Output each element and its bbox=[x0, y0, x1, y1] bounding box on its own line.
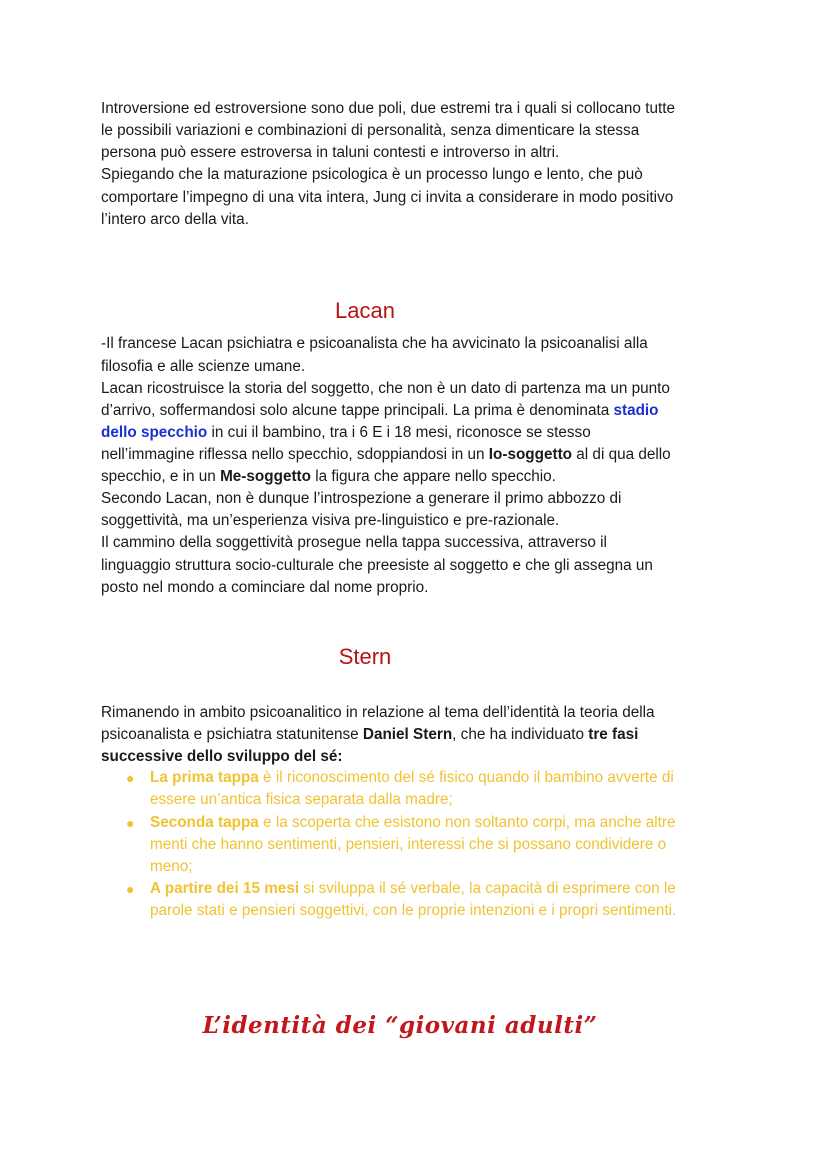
bold-term: Io-soggetto bbox=[488, 446, 573, 463]
text-line bbox=[101, 490, 621, 508]
highlighted-term: dello specchio bbox=[101, 424, 208, 441]
text-line bbox=[101, 402, 659, 420]
text-line bbox=[101, 166, 643, 184]
text-line bbox=[101, 358, 305, 376]
text-line bbox=[101, 100, 675, 118]
bullet-icon: ● bbox=[126, 815, 135, 831]
bold-term: tre fasi bbox=[588, 726, 639, 743]
text-run: specchio, e in un bbox=[101, 468, 221, 485]
text-run: soggettività, ma un’esperienza visiva pre-linguistico e pre-razionale. bbox=[101, 512, 560, 529]
highlighted-term: stadio bbox=[613, 402, 659, 419]
next-section-heading: L’identità dei “giovani adulti” bbox=[202, 1012, 598, 1039]
text-line bbox=[150, 791, 453, 809]
text-line bbox=[150, 880, 676, 898]
bold-term: La prima tappa bbox=[150, 769, 259, 786]
text-run: le possibili variazioni e combinazioni di personalità, senza dimenticare la stessa bbox=[101, 122, 640, 139]
text-run: l’intero arco della vita. bbox=[101, 211, 249, 228]
bold-term: Me-soggetto bbox=[220, 468, 311, 485]
text-line bbox=[101, 424, 591, 442]
text-run: persona può essere estroversa in taluni contesti e introverso in altri. bbox=[101, 144, 560, 161]
text-line bbox=[101, 726, 638, 744]
text-run: si sviluppa il sé verbale, la capacità di esprimere con le bbox=[299, 880, 676, 897]
text-run: parole stati e pensieri soggettivi, con le proprie intenzioni e i propri sentimenti. bbox=[150, 902, 677, 919]
text-line bbox=[101, 748, 342, 766]
text-line bbox=[101, 512, 559, 530]
text-run: la figura che appare nello specchio. bbox=[311, 468, 556, 485]
text-run: filosofia e alle scienze umane. bbox=[101, 358, 306, 375]
text-run: Introversione ed estroversione sono due poli, due estremi tra i quali si collocano tutte bbox=[101, 100, 675, 117]
text-line bbox=[101, 579, 428, 597]
bullet-icon: ● bbox=[126, 770, 135, 786]
text-line bbox=[150, 858, 193, 876]
text-line bbox=[101, 557, 653, 575]
text-run: essere un’antica fisica separata dalla madre; bbox=[150, 791, 453, 808]
text-run: posto nel mondo a cominciare dal nome proprio. bbox=[101, 579, 429, 596]
text-run: Spiegando che la maturazione psicologica è un processo lungo e lento, che può bbox=[101, 166, 643, 183]
text-run: d’arrivo, soffermandosi solo alcune tappe principali. La prima è denominata bbox=[101, 402, 614, 419]
bold-term: A partire dei 15 mesi bbox=[150, 880, 300, 897]
text-run: , che ha individuato bbox=[452, 726, 589, 743]
bullet-icon: ● bbox=[126, 881, 135, 897]
text-line bbox=[101, 189, 673, 207]
text-run: è il riconoscimento del sé fisico quando il bambino avverte di bbox=[258, 769, 674, 786]
section-title-stern: Stern bbox=[338, 644, 392, 669]
text-line bbox=[150, 902, 676, 920]
text-line bbox=[101, 211, 249, 229]
text-line bbox=[101, 446, 671, 464]
text-line bbox=[101, 122, 639, 140]
text-run: linguaggio struttura socio-culturale che preesiste al soggetto e che gli assegna un bbox=[101, 557, 653, 574]
text-run: e la scoperta che esistono non soltanto corpi, ma anche altre bbox=[258, 814, 676, 831]
bold-term: successive dello sviluppo del sé: bbox=[101, 748, 343, 765]
text-run: nell’immagine riflessa nello specchio, sdoppiandosi in un bbox=[101, 446, 489, 463]
text-run: Rimanendo in ambito psicoanalitico in relazione al tema dell’identità la teoria della bbox=[101, 704, 655, 721]
text-run: al di qua dello bbox=[572, 446, 671, 463]
text-run: psicoanalista e psichiatra statunitense bbox=[101, 726, 363, 743]
text-line bbox=[101, 144, 559, 162]
text-line bbox=[150, 769, 674, 787]
text-line bbox=[101, 380, 670, 398]
text-line bbox=[101, 704, 655, 722]
text-run: -Il francese Lacan psichiatra e psicoanalista che ha avvicinato la psicoanalisi alla bbox=[101, 335, 648, 352]
text-run: in cui il bambino, tra i 6 E i 18 mesi, riconosce se stesso bbox=[207, 424, 591, 441]
text-line bbox=[150, 836, 666, 854]
text-run: Secondo Lacan, non è dunque l’introspezione a generare il primo abbozzo di bbox=[101, 490, 622, 507]
text-line bbox=[150, 814, 675, 832]
text-run: comportare l’impegno di una vita intera, Jung ci invita a considerare in modo positivo bbox=[101, 189, 674, 206]
text-line bbox=[101, 468, 556, 486]
text-line bbox=[101, 534, 607, 552]
bold-term: Seconda tappa bbox=[150, 814, 259, 831]
text-line bbox=[101, 335, 648, 353]
section-title-lacan: Lacan bbox=[335, 298, 395, 323]
text-run: menti che hanno sentimenti, pensieri, interessi che si possano condividere o bbox=[150, 836, 667, 853]
bold-term: Daniel Stern bbox=[362, 726, 453, 743]
text-run: Il cammino della soggettività prosegue nella tappa successiva, attraverso il bbox=[101, 534, 607, 551]
text-run: Lacan ricostruisce la storia del soggetto, che non è un dato di partenza ma un punto bbox=[101, 380, 670, 397]
text-run: meno; bbox=[150, 858, 193, 875]
